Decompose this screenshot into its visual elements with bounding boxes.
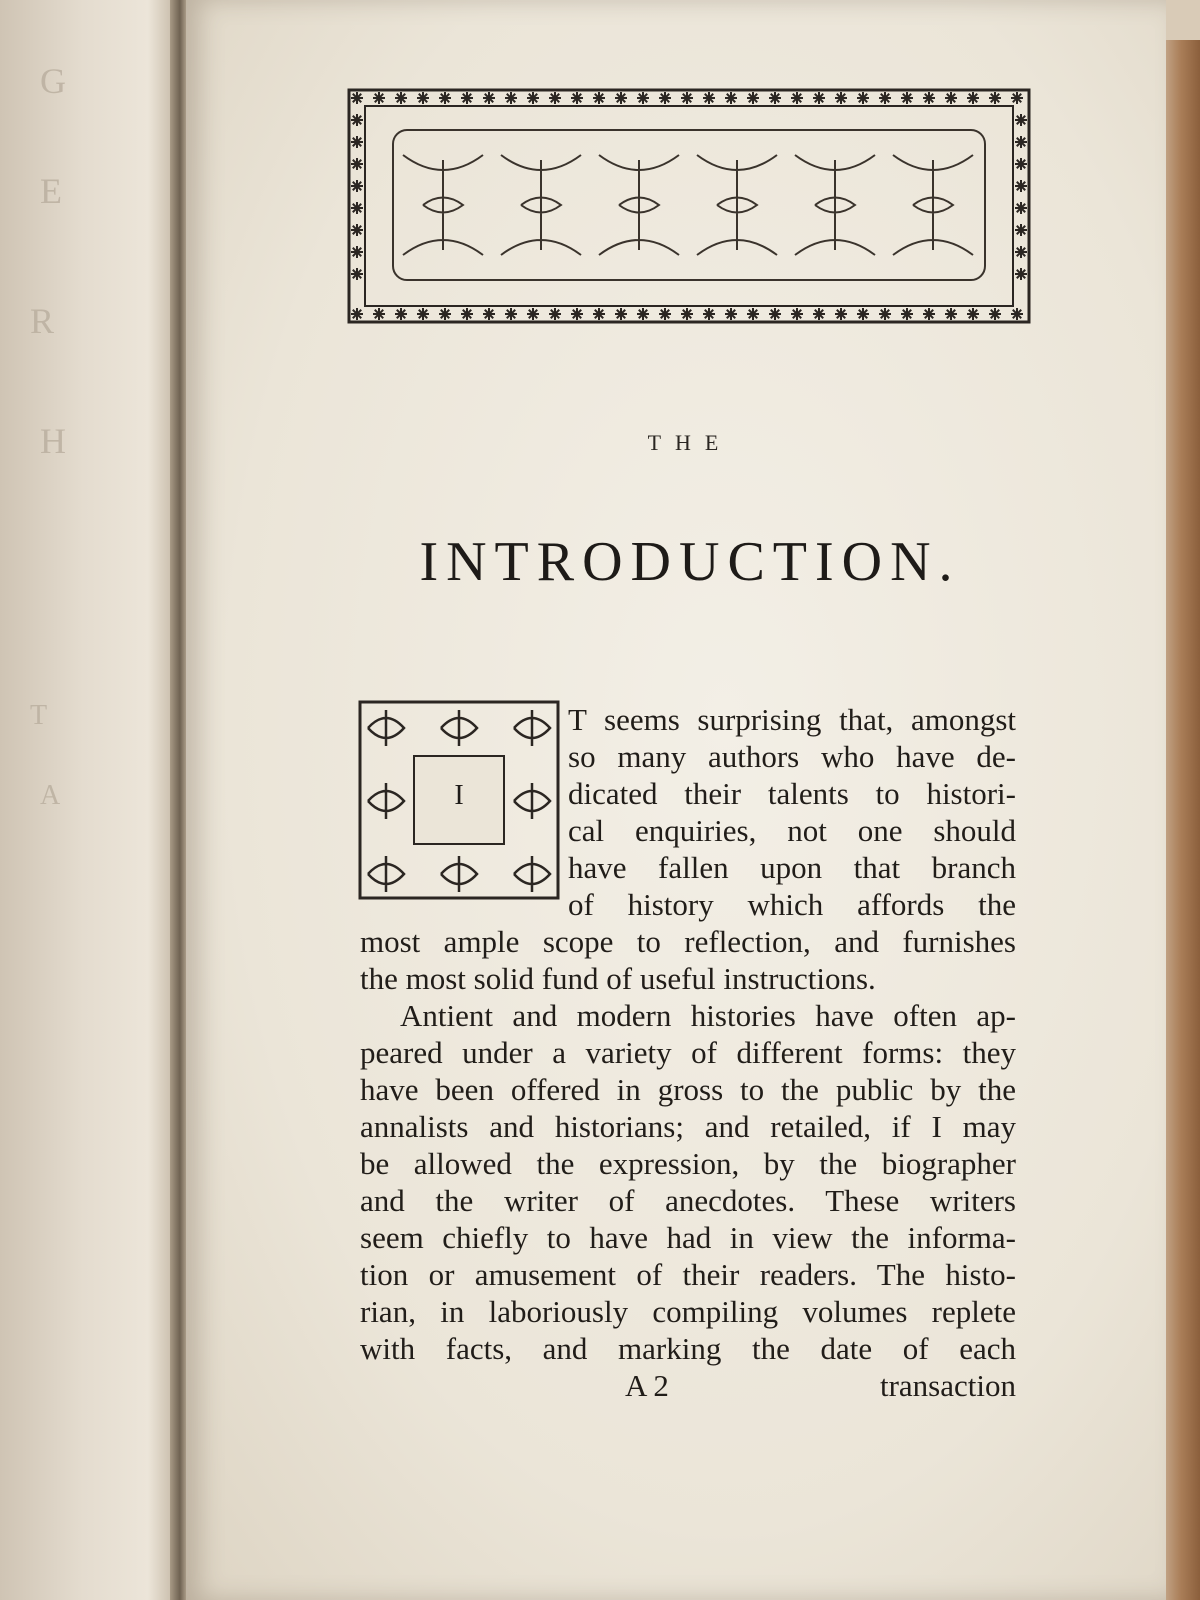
- text-line: the most solid fund of useful instructions.: [360, 961, 876, 996]
- catchword: transaction: [879, 1368, 1016, 1403]
- text-line: with facts, and marking the date of each: [360, 1331, 1016, 1366]
- text-line: seem chiefly to have had in view the informa-: [360, 1220, 1016, 1255]
- title-prefix: THE: [647, 430, 733, 455]
- text-line: be allowed the expression, by the biographer: [360, 1146, 1016, 1181]
- text-line: rian, in laboriously compiling volumes replete: [360, 1294, 1016, 1329]
- text-line: and the writer of anecdotes. These writers: [360, 1183, 1016, 1218]
- text-line: Antient and modern histories have often ap-: [400, 998, 1016, 1033]
- signature-mark: A 2: [625, 1368, 669, 1403]
- text-line: have been offered in gross to the public by the: [360, 1072, 1016, 1107]
- text-line: dicated their talents to histori-: [568, 776, 1016, 811]
- text-line: T seems surprising that, amongst: [568, 702, 1016, 737]
- page-title: INTRODUCTION.: [419, 531, 961, 593]
- headpiece-ornament: [347, 88, 1031, 324]
- text-line: tion or amusement of their readers. The histo-: [360, 1257, 1016, 1292]
- text-line: annalists and historians; and retailed, if I may: [360, 1109, 1016, 1144]
- facing-page: G E R H T A: [0, 0, 185, 1600]
- text-line: cal enquiries, not one should: [568, 813, 1016, 848]
- text-line: peared under a variety of different forms: they: [360, 1035, 1016, 1070]
- text-line: so many authors who have de-: [568, 739, 1016, 774]
- text-line: of history which affords the: [568, 887, 1016, 922]
- text-line: most ample scope to reflection, and furnishes: [360, 924, 1016, 959]
- dropcap-letter: I: [454, 780, 464, 811]
- text-line: have fallen upon that branch: [568, 850, 1016, 885]
